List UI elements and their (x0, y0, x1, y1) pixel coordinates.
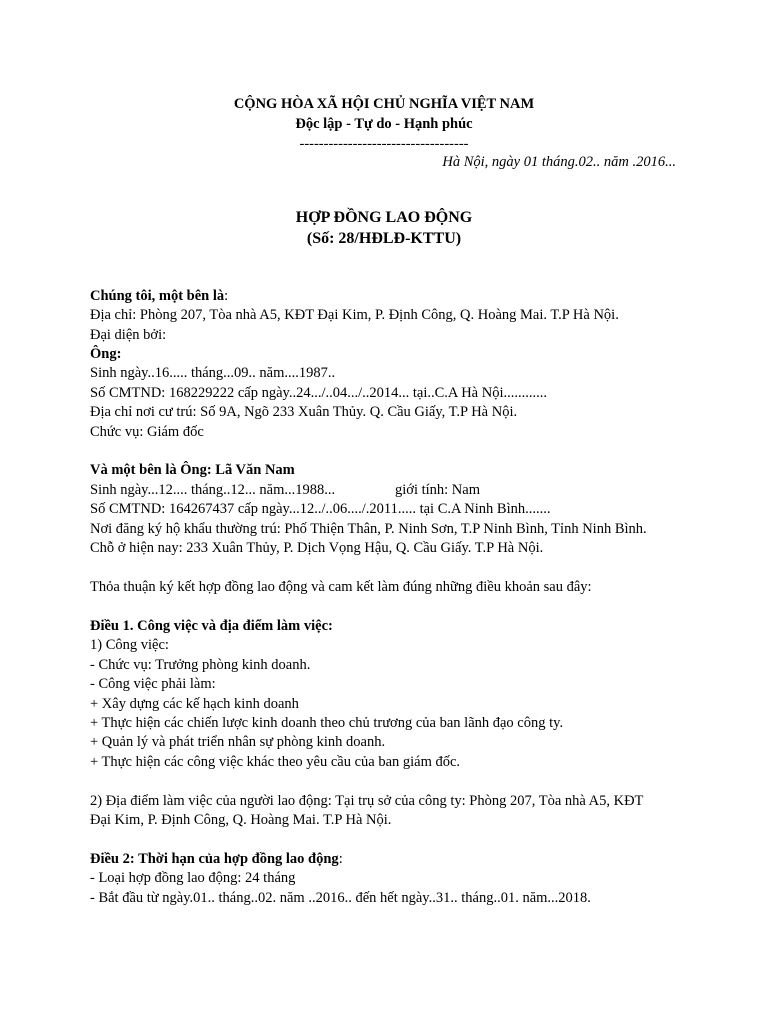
contract-number: (Số: 28/HĐLĐ-KTTU) (306, 230, 462, 247)
header-divider: ----------------------------------- (299, 136, 469, 152)
party-b-heading: Và một bên là Ông: Lã Văn Nam (90, 462, 295, 478)
national-motto: Độc lập - Tự do - Hạnh phúc (295, 116, 473, 132)
article-1-line: + Quản lý và phát triển nhân sự phòng kinh doanh. (90, 734, 386, 750)
party-a-represented-by: Đại diện bởi: (90, 327, 167, 343)
party-b-gender: giới tính: Nam (395, 482, 480, 498)
party-b-id-card: Số CMTND: 164267437 cấp ngày...12../..06..../.2011..... tại C.A Ninh Bình....... (90, 501, 551, 517)
party-a-id-card: Số CMTND: 168229222 cấp ngày..24.../..04.../..2014... tại..C.A Hà Nội............ (90, 385, 547, 401)
article-1-line: + Xây dựng các kế hạch kinh doanh (90, 696, 299, 712)
country-name: CỘNG HÒA XÃ HỘI CHỦ NGHĨA VIỆT NAM (233, 96, 535, 112)
article-1-line: + Thực hiện các công việc khác theo yêu cầu của ban giám đốc. (90, 754, 461, 770)
party-b-household: Nơi đăng ký hộ khẩu thường trú: Phố Thiện Thân, P. Ninh Sơn, T.P Ninh Bình, Tỉnh Ninh Bình. (90, 521, 647, 537)
party-b-current-address: Chỗ ở hiện nay: 233 Xuân Thủy, P. Dịch Vọng Hậu, Q. Cầu Giấy. T.P Hà Nội. (90, 540, 544, 556)
article-2-heading-colon: : (338, 851, 343, 867)
article-1-heading: Điều 1. Công việc và địa điểm làm việc: (90, 618, 333, 634)
party-a-mr: Ông: (90, 346, 122, 362)
article-2-heading-text: Điều 2: Thời hạn của hợp đồng lao động (90, 851, 339, 867)
article-2-line: - Loại hợp đồng lao động: 24 tháng (90, 870, 296, 886)
party-a-position: Chức vụ: Giám đốc (90, 424, 204, 440)
party-a-birth: Sinh ngày..16..... tháng...09.. năm....1987.. (90, 365, 336, 381)
article-1-workplace-cont: Đại Kim, P. Định Công, Q. Hoàng Mai. T.P Hà Nội. (90, 812, 392, 828)
party-a-address: Địa chỉ: Phòng 207, Tòa nhà A5, KĐT Đại Kim, P. Định Công, Q. Hoàng Mai. T.P Hà Nội. (90, 307, 619, 323)
article-2-line: - Bắt đầu từ ngày.01.. tháng..02. năm ..2016.. đến hết ngày..31.. tháng..01. năm...2018. (90, 890, 591, 906)
party-a-heading (90, 287, 228, 305)
article-1-line: + Thực hiện các chiến lược kinh doanh theo chủ trương của ban lãnh đạo công ty. (90, 715, 564, 731)
party-a-residence: Địa chỉ nơi cư trú: Số 9A, Ngõ 233 Xuân Thủy. Q. Cầu Giấy, T.P Hà Nội. (90, 404, 518, 420)
article-1-line: 1) Công việc: (90, 637, 169, 653)
article-2-heading (90, 850, 343, 868)
contract-title: HỢP ĐỒNG LAO ĐỘNG (295, 209, 473, 226)
agreement-statement: Thỏa thuận ký kết hợp đồng lao động và cam kết làm đúng những điều khoản sau đây: (90, 579, 592, 595)
place-date: Hà Nội, ngày 01 tháng.02.. năm .2016... (442, 154, 676, 170)
article-1-line: - Công việc phải làm: (90, 676, 216, 692)
article-1-workplace: 2) Địa điểm làm việc của người lao động: Tại trụ sở của công ty: Phòng 207, Tòa nhà A5, KĐT (90, 793, 644, 809)
article-1-line: - Chức vụ: Trưởng phòng kinh doanh. (90, 657, 311, 673)
party-a-heading-text: Chúng tôi, một bên là (90, 288, 225, 304)
party-a-heading-colon: : (224, 288, 229, 304)
party-b-birth: Sinh ngày...12.... tháng..12... năm...1988... (90, 482, 336, 498)
